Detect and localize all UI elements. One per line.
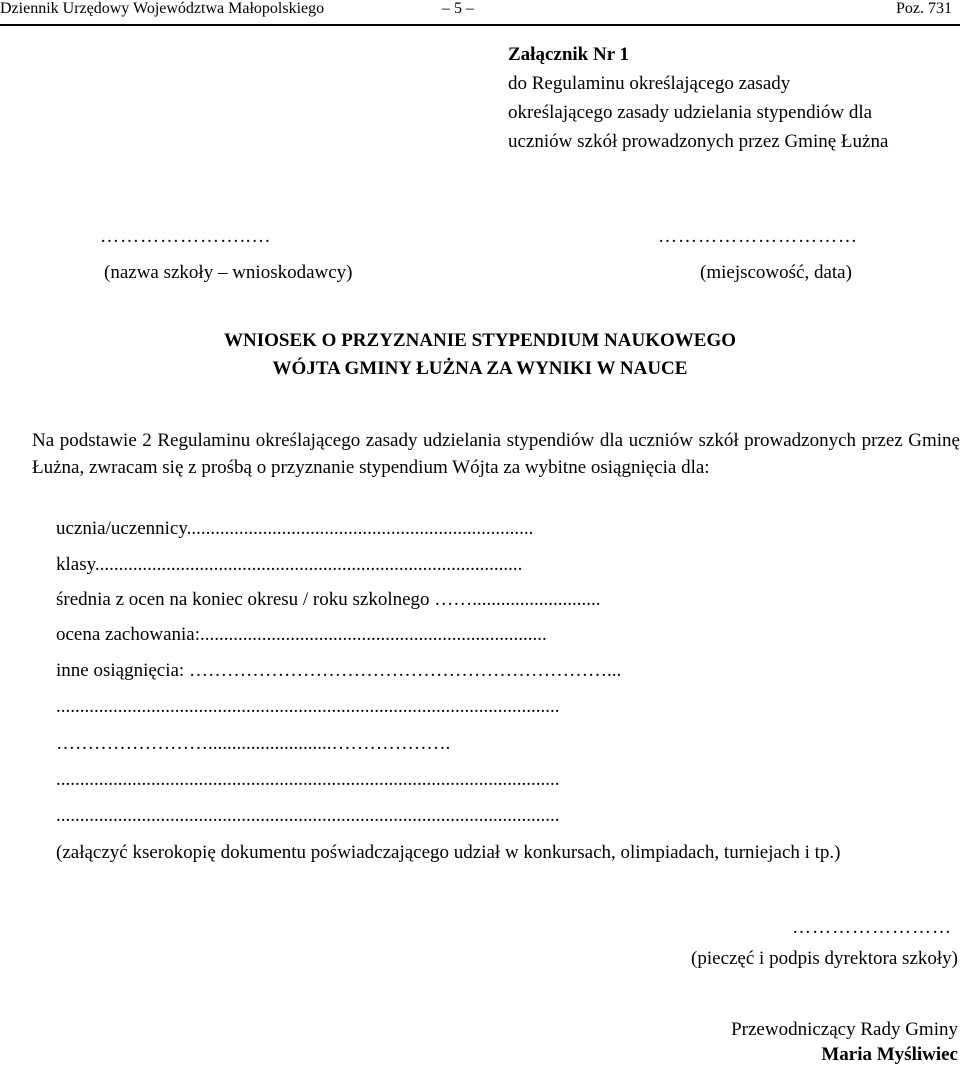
chairman-role: Przewodniczący Rady Gminy [731, 1019, 958, 1040]
annex-line: do Regulaminu określającego zasady [508, 73, 791, 94]
place-dots: ………………………… [658, 226, 858, 247]
signature-label: (pieczęć i podpis dyrektora szkoły) [691, 948, 958, 969]
page-number: – 5 – [442, 0, 474, 17]
class-field: klasy.......................................................................................... [56, 554, 523, 575]
form-title-line-1: WNIOSEK O PRZYZNANIE STYPENDIUM NAUKOWEGO [224, 330, 736, 351]
annex-title: Załącznik Nr 1 [508, 44, 630, 65]
average-grade-field: średnia z ocen na koniec okresu / roku szkolnego ……........................... [56, 589, 601, 610]
blank-line: .......................................................................................................... [56, 805, 560, 826]
school-dots: …………………..… [100, 226, 272, 247]
other-achievements-field: inne osiągnięcia: …………………………………………………………... [56, 660, 622, 681]
student-field: ucznia/uczennicy......................................................................... [56, 518, 534, 539]
annex-line: określającego zasady udzielania stypendiów dla [508, 102, 873, 123]
school-label: (nazwa szkoły – wnioskodawcy) [104, 262, 353, 283]
blank-line: .......................................................................................................... [56, 769, 560, 790]
form-title-line-2: WÓJTA GMINY ŁUŻNA ZA WYNIKI W NAUCE [272, 358, 688, 379]
annex-block [508, 40, 888, 156]
behavior-grade-field: ocena zachowania:......................................................................... [56, 624, 547, 645]
journal-title: Dziennik Urzędowy Województwa Małopolskiego [0, 0, 325, 17]
intro-paragraph: Na podstawie 2 Regulaminu określającego zasady udzielania stypendiów dla uczniów szkół prowadzonych przez Gminę Łużna, zwracam się z prośbą o przyznanie stypendium Wójta za wybitne osiągnięcia dla: [32, 430, 960, 478]
annex-line: uczniów szkół prowadzonych przez Gminę Łużna [508, 131, 889, 152]
header-rule [0, 24, 960, 26]
attachment-note: (załączyć kserokopię dokumentu poświadczającego udział w konkursach, olimpiadach, turniejach i tp.) [56, 842, 841, 863]
position-number: Poz. 731 [896, 0, 952, 17]
blank-line: ……………………..........................………………. [56, 733, 451, 754]
signature-dots: …………………… [792, 917, 952, 938]
chairman-name: Maria Myśliwiec [821, 1044, 958, 1065]
place-date-label: (miejscowość, data) [700, 262, 852, 283]
blank-line: .......................................................................................................... [56, 696, 560, 717]
